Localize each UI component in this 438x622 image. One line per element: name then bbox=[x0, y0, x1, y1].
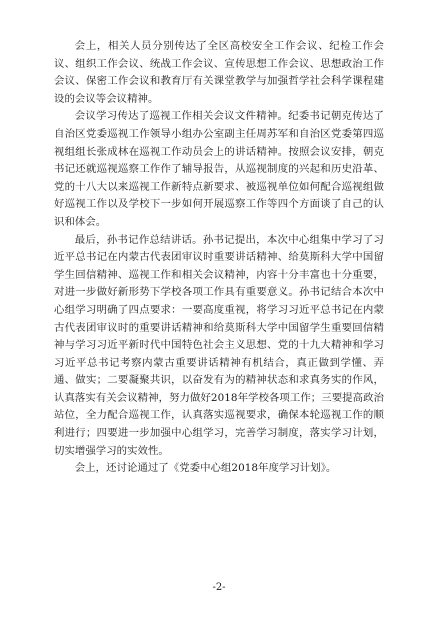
document-body bbox=[54, 38, 384, 478]
paragraph-meeting-spirit: 会上，相关人员分别传达了全区高校安全工作会议、纪检工作会议、组织工作会议、统战工作会议、宣传思想工作会议、思想政治工作会议、保密工作会议和教育厅有关课堂教学与加强哲学社会科学课程建设的会议等会议精神。 bbox=[54, 40, 384, 105]
paragraph-inspection-work: 会议学习传达了巡视工作相关会议文件精神。纪委书记朝克传达了自治区党委巡视工作领导小组办公室副主任周苏军和自治区党委第四巡视组组长张成林在巡视工作动员会上的讲话精神。按照会议安排，朝克书记还就巡视巡察工作作了辅导报告，从巡视制度的兴起和历史沿革、党的十八大以来巡视工作新特点新要求、被巡视单位如何配合巡视组做好巡视工作以及学校下一步如何开展巡察工作等四个方面谈了自己的认识和体会。 bbox=[54, 110, 384, 228]
page-number: -2- bbox=[212, 582, 226, 593]
paragraph-study-plan: 会上，还讨论通过了《党委中心组2018年度学习计划》。 bbox=[74, 462, 337, 475]
paragraph-summary-speech: 最后，孙书记作总结讲话。孙书记提出，本次中心组集中学习了习近平总书记在内蒙古代表团审议时重要讲话精神、给莫斯科大学中国留学生回信精神、巡视工作和相关会议精神，内容十分丰富也十分重要，对进一步做好新形势下学校各项工作具有重要意义。孙书记结合本次中心组学习明确了四点要求：一要高度重视，将学习习近平总书记在内蒙古代表团审议时的重要讲话精神和给莫斯科大学中国留学生重要回信精神与学习习近平新时代中国特色社会主义思想、党的十九大精神和学习习近平总书记考察内蒙古重要讲话精神有机结合，真正做到学懂、弄通、做实；二要凝聚共识，以奋发有为的精神状态和求真务实的作风，认真落实有关会议精神，努力做好2018年学校各项工作；三要提高政治站位，全力配合巡视工作，认真落实巡视要求，确保本轮巡视工作的顺利进行；四要进一步加强中心组学习，完善学习制度，落实学习计划，切实增强学习的实效性。 bbox=[54, 233, 384, 457]
